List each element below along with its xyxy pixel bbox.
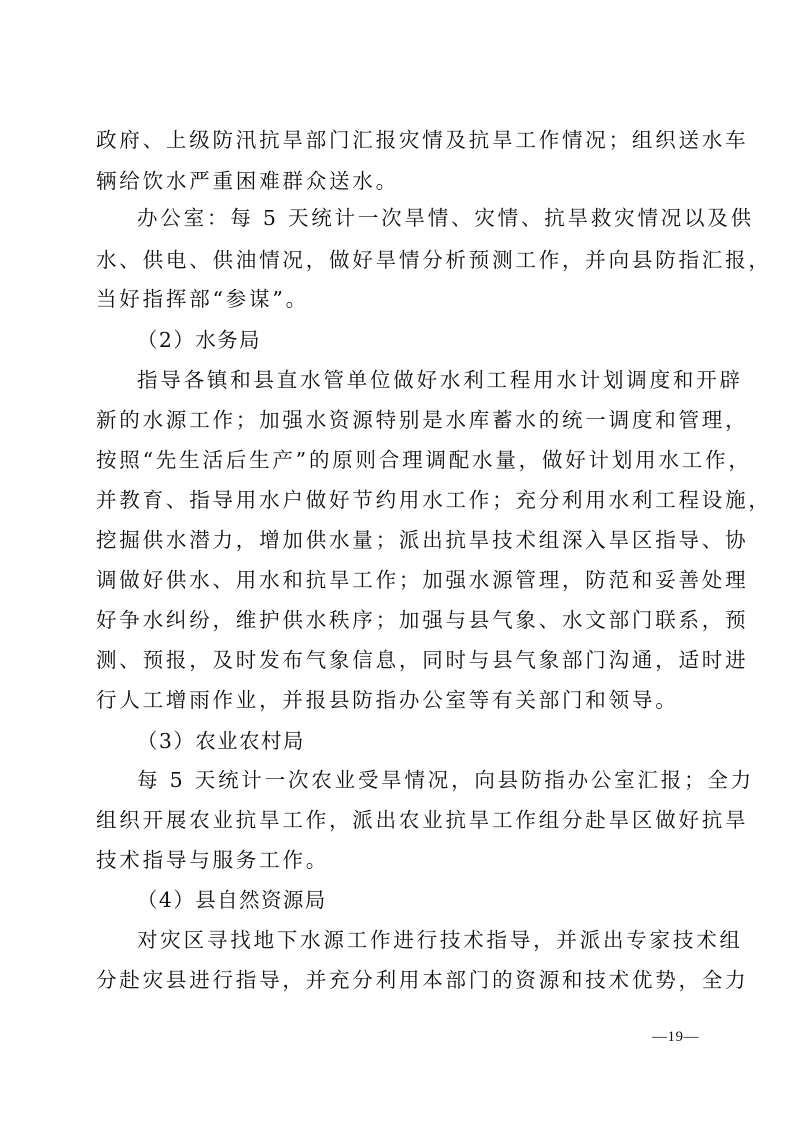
body-text-line: 政府、上级防汛抗旱部门汇报灾情及抗旱工作情况；组织送水车 [96, 128, 749, 152]
page-number: —19— [652, 1029, 699, 1045]
body-text-line: 测、预报，及时发布气象信息，同时与县气象部门沟通，适时进 [96, 648, 749, 672]
body-text-line: 组织开展农业抗旱工作，派出农业抗旱工作组分赴旱区做好抗旱 [96, 808, 749, 832]
paragraph-office: 办公室：每 5 天统计一次旱情、灾情、抗旱救灾情况以及供 [137, 206, 754, 230]
section-heading-natural-resources: （4）县自然资源局 [137, 888, 327, 912]
body-text-line: 技术指导与服务工作。 [96, 848, 329, 872]
body-text-line: 对灾区寻找地下水源工作进行技术指导，并派出专家技术组 [137, 928, 743, 952]
body-text-line: 好争水纠纷，维护供水秩序；加强与县气象、水文部门联系，预 [96, 608, 749, 632]
body-text-line: 行人工增雨作业，并报县防指办公室等有关部门和领导。 [96, 688, 679, 712]
body-text-line: 每 5 天统计一次农业受旱情况，向县防指办公室汇报；全力 [137, 768, 754, 792]
body-text-line: 分赴灾县进行指导，并充分利用本部门的资源和技术优势，全力 [96, 968, 749, 992]
body-text-line: 辆给饮水严重困难群众送水。 [96, 169, 399, 193]
body-text-line: 当好指挥部“参谋”。 [96, 287, 309, 311]
body-text-line: 按照“先生活后生产”的原则合理调配水量，做好计划用水工作， [96, 448, 752, 472]
section-heading-agriculture: （3）农业农村局 [137, 729, 305, 753]
body-text-line: 并教育、指导用水户做好节约用水工作；充分利用水利工程设施， [96, 488, 772, 512]
body-text-line: 指导各镇和县直水管单位做好水利工程用水计划调度和开辟 [137, 368, 743, 392]
section-heading-water-affairs: （2）水务局 [137, 328, 261, 352]
body-text-line: 新的水源工作；加强水资源特别是水库蓄水的统一调度和管理， [96, 408, 749, 432]
body-text-line: 挖掘供水潜力，增加供水量；派出抗旱技术组深入旱区指导、协 [96, 528, 749, 552]
body-text-line: 调做好供水、用水和抗旱工作；加强水源管理，防范和妥善处理 [96, 568, 749, 592]
body-text-line: 水、供电、供油情况，做好旱情分析预测工作，并向县防指汇报， [96, 248, 772, 272]
